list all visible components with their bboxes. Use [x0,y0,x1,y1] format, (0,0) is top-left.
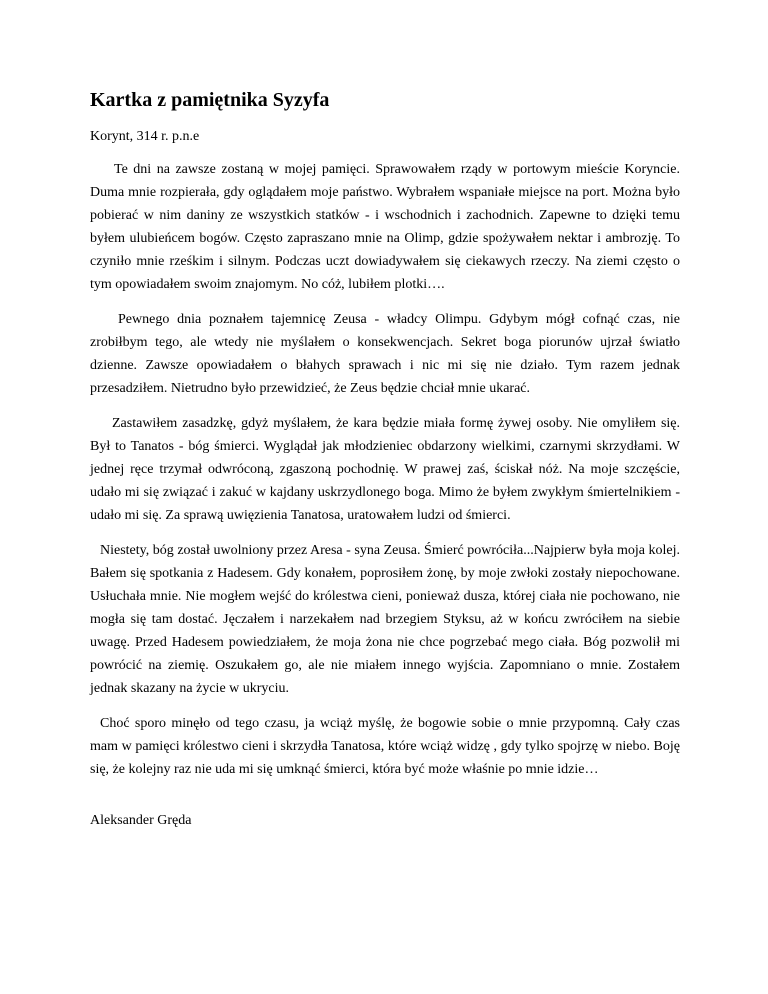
document-body [90,88,680,793]
paragraph-2: Pewnego dnia poznałem tajemnicę Zeusa - władcy Olimpu. Gdybym mógł cofnąć czas, nie zrobiłbym tego, ale wtedy nie myślałem o konsekwencjach. Sekret boga piorunów ujrzał światło dzienne. Zawsze opowiadałem o błahych sprawach i nic mi się nie działo. Tym razem jednak przesadziłem. Nietrudno było przewidzieć, że Zeus będzie chciał mnie ukarać. [90,312,680,396]
paragraph-1: Te dni na zawsze zostaną w mojej pamięci. Sprawowałem rządy w portowym mieście Koryncie. Duma mnie rozpierała, gdy oglądałem moje państwo. Wybrałem wspaniałe miejsce na port. Można było pobierać w nim daniny ze wszystkich statków - i wschodnich i zachodnich. Zapewne to dzięki temu byłem ulubieńcem bogów. Często zapraszano mnie na Olimp, gdzie spożywałem nektar i ambrozję. To czyniło mnie rześkim i silnym. Podczas uczt dowiadywałem się ciekawych rzeczy. Na ziemi często o tym opowiadałem swoim znajomym. No cóż, lubiłem plotki…. [90,162,680,292]
paragraph-3: Zastawiłem zasadzkę, gdyż myślałem, że kara będzie miała formę żywej osoby. Nie omyliłem się. Był to Tanatos - bóg śmierci. Wyglądał jak młodzieniec obdarzony wielkimi, czarnymi skrzydłami. W jednej ręce trzymał odwróconą, zgaszoną pochodnię. W prawej zaś, ściskał nóż. Na moje szczęście, udało mi się związać i zakuć w kajdany uskrzydlonego boga. Mimo że byłem zwykłym śmiertelnikiem - udało mi się. Za sprawą uwięzienia Tanatosa, uratowałem ludzi od śmierci. [90,416,680,523]
paragraph-4: Niestety, bóg został uwolniony przez Aresa - syna Zeusa. Śmierć powróciła...Najpierw była moja kolej. Bałem się spotkania z Hadesem. Gdy konałem, poprosiłem żonę, by moje zwłoki zostały niepochowane. Usłuchała mnie. Nie mogłem wejść do królestwa cieni, ponieważ dusza, której ciała nie pochowano, nie mogła się tam dostać. Jęczałem i narzekałem nad brzegiem Styksu, aż w końcu zwróciłem na siebie uwagę. Przed Hadesem powiedziałem, że moja żona nie chce pogrzebać mego ciała. Bóg pozwolił mi powrócić na ziemię. Oszukałem go, ale nie miałem innego wyjścia. Zapomniano o mnie. Zostałem jednak skazany na życie w ukryciu. [90,543,680,696]
paragraph-5: Choć sporo minęło od tego czasu, ja wciąż myślę, że bogowie sobie o mnie przypomną. Cały czas mam w pamięci królestwo cieni i skrzydła Tanatosa, które wciąż widzę , gdy tylko spojrzę w niebo. Boję się, że kolejny raz nie uda mi się umknąć śmierci, która być może właśnie po mnie idzie… [90,716,680,777]
author-signature: Aleksander Gręda [90,813,192,828]
place-date: Korynt, 314 r. p.n.e [90,129,200,144]
document-title: Kartka z pamiętnika Syzyfa [90,89,330,111]
